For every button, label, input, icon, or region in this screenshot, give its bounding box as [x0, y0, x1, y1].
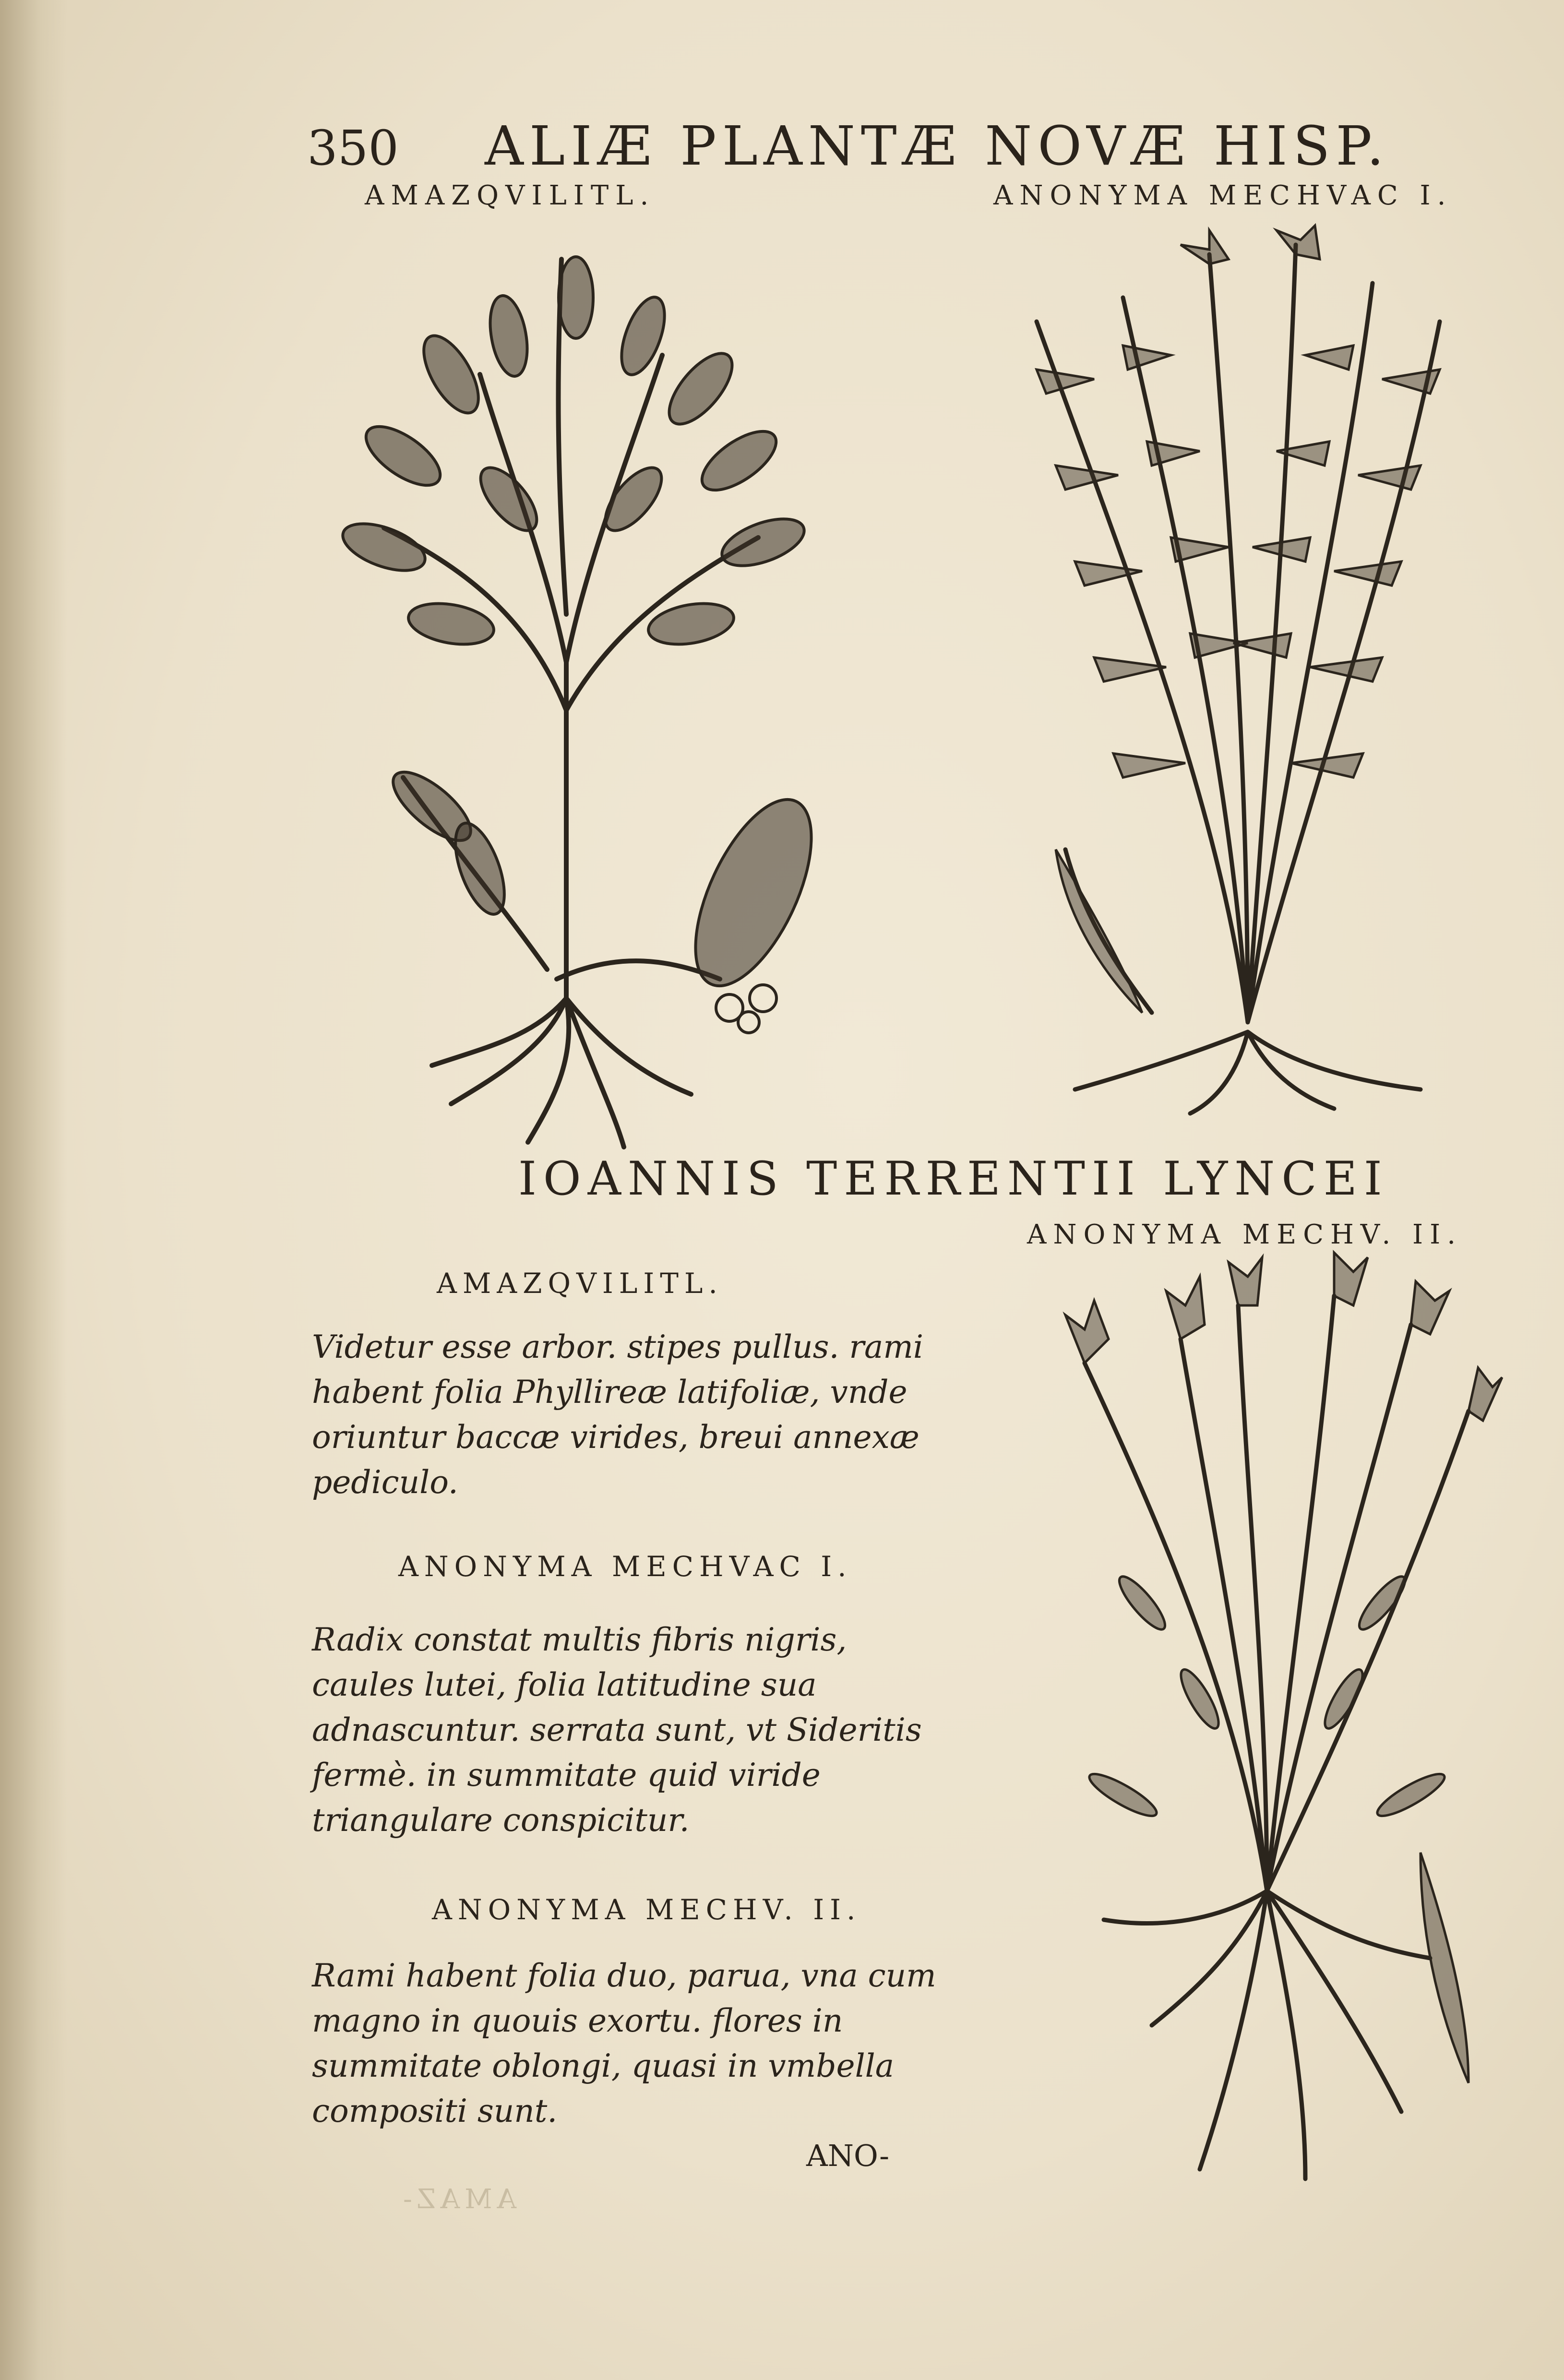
entry-heading-anonyma-mechv-2: ANONYMA MECHV. II.	[432, 1893, 861, 1926]
entry-heading-amazquilitl: AMAZQVILITL.	[437, 1267, 723, 1300]
tree-woodcut-illustration	[307, 230, 816, 1152]
fern-woodcut-illustration	[979, 226, 1497, 1118]
page-number: 350	[307, 120, 399, 176]
entry-heading-anonyma-mechvac-1: ANONYMA MECHVAC I.	[398, 1550, 852, 1583]
figure-caption-amazquilitl: AMAZQVILITL.	[365, 180, 656, 211]
entry-text-anonyma-mechvac-1: Radix constat multis fibris nigris, caules lutei, folia latitudine sua adnascuntur. serrata sunt, vt Sideritis fermè. in summitate quid viride triangulare conspicitur.	[312, 1621, 922, 1839]
show-through-text: AMAZ-	[398, 2184, 517, 2215]
running-head: ALIÆ PLANTÆ NOVÆ HISP.	[485, 115, 1390, 178]
page-gutter-shadow	[0, 0, 67, 2380]
figure-caption-anonyma-mechvac-1: ANONYMA MECHVAC I.	[993, 180, 1453, 211]
section-title: IOANNIS TERRENTII LYNCEI	[518, 1152, 1389, 1206]
entry-text-amazquilitl: Videtur esse arbor. stipes pullus. rami habent folia Phyllireæ latifoliæ, vnde oriuntur baccæ virides, breui annexæ pediculo.	[312, 1328, 924, 1501]
entry-text-anonyma-mechv-2: Rami habent folia duo, parua, vna cum magno in quouis exortu. flores in summitate oblongi, quasi in vmbella compositi sunt.	[312, 1957, 936, 2129]
catchword: ANO-	[806, 2138, 890, 2173]
figure-caption-anonyma-mechv-2: ANONYMA MECHV. II.	[1027, 1219, 1463, 1250]
flowering-plant-woodcut-illustration	[1037, 1267, 1497, 2189]
